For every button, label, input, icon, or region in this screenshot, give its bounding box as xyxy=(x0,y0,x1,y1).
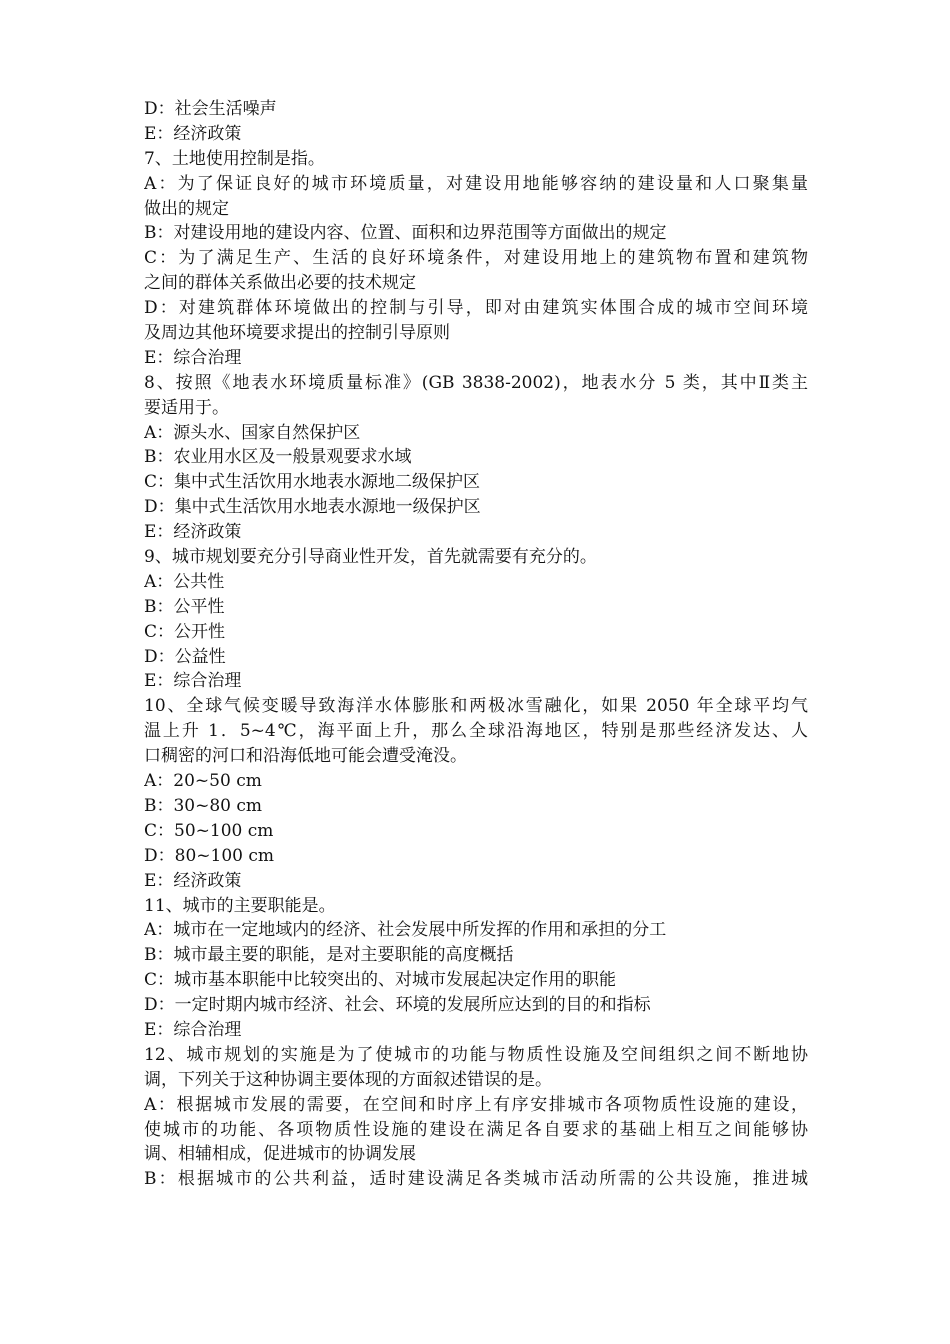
question-8-line1: 8、按照《地表水环境质量标准》(GB 3838-2002)，地表水分 5 类，其中Ⅱ类主 xyxy=(144,372,808,393)
option-b-q7: B：对建设用地的建设内容、位置、面积和边界范围等方面做出的规定 xyxy=(144,223,667,244)
option-e-q8: E：经济政策 xyxy=(144,522,242,543)
question-10-line3: 口稠密的河口和沿海低地可能会遭受淹没。 xyxy=(144,746,467,767)
question-9: 9、城市规划要充分引导商业性开发，首先就需要有充分的。 xyxy=(144,547,597,568)
option-d-q8: D：集中式生活饮用水地表水源地一级保护区 xyxy=(144,497,481,518)
option-a-q8: A：源头水、国家自然保护区 xyxy=(144,422,361,443)
option-d-q7-line2: 及周边其他环境要求提出的控制引导原则 xyxy=(144,323,450,344)
option-a-q9: A：公共性 xyxy=(144,571,225,592)
question-7: 7、土地使用控制是指。 xyxy=(144,148,325,169)
question-12-line1: 12、城市规划的实施是为了使城市的功能与物质性设施及空间组织之间不断地协 xyxy=(144,1044,808,1065)
option-e-q9: E：综合治理 xyxy=(144,671,242,692)
option-b-q12-line1: B：根据城市的公共利益，适时建设满足各类城市活动所需的公共设施，推进城 xyxy=(144,1169,808,1190)
option-b-q9: B：公平性 xyxy=(144,596,225,617)
option-a-q7-line1: A：为了保证良好的城市环境质量，对建设用地能够容纳的建设量和人口聚集量 xyxy=(144,173,808,194)
option-e-q6: E：经济政策 xyxy=(144,123,242,144)
option-a-q7-line2: 做出的规定 xyxy=(144,198,229,219)
option-e-q7: E：综合治理 xyxy=(144,347,242,368)
option-d-q9: D：公益性 xyxy=(144,646,226,667)
option-b-q10: B：30~80 cm xyxy=(144,795,263,816)
option-a-q12-line3: 调、相辅相成，促进城市的协调发展 xyxy=(144,1144,416,1165)
option-c-q9: C：公开性 xyxy=(144,621,226,642)
option-b-q8: B：农业用水区及一般景观要求水域 xyxy=(144,447,412,468)
option-d-q7-line1: D：对建筑群体环境做出的控制与引导，即对由建筑实体围合成的城市空间环境 xyxy=(144,298,808,319)
option-d-q10: D：80~100 cm xyxy=(144,845,274,866)
option-d-q6: D：社会生活噪声 xyxy=(144,99,277,119)
option-a-q10: A：20~50 cm xyxy=(144,771,262,792)
option-d-q11: D：一定时期内城市经济、社会、环境的发展所应达到的目的和指标 xyxy=(144,995,651,1016)
option-c-q11: C：城市基本职能中比较突出的、对城市发展起决定作用的职能 xyxy=(144,970,617,991)
option-c-q8: C：集中式生活饮用水地表水源地二级保护区 xyxy=(144,472,481,493)
question-10-line1: 10、全球气候变暖导致海洋水体膨胀和两极冰雪融化，如果 2050 年全球平均气 xyxy=(144,696,808,717)
option-c-q7-line2: 之间的群体关系做出必要的技术规定 xyxy=(144,273,416,294)
option-e-q11: E：综合治理 xyxy=(144,1019,242,1040)
option-b-q11: B：城市最主要的职能，是对主要职能的高度概括 xyxy=(144,945,514,966)
option-a-q12-line1: A：根据城市发展的需要，在空间和时序上有序安排城市各项物质性设施的建设， xyxy=(144,1094,808,1115)
question-10-line2: 温上升 1．5~4℃，海平面上升，那么全球沿海地区，特别是那些经济发达、人 xyxy=(144,721,808,742)
document-page xyxy=(144,97,808,1192)
option-c-q10: C：50~100 cm xyxy=(144,820,274,841)
question-8-line2: 要适用于。 xyxy=(144,397,229,418)
option-c-q7-line1: C：为了满足生产、生活的良好环境条件，对建设用地上的建筑物布置和建筑物 xyxy=(144,248,808,269)
question-12-line2: 调，下列关于这种协调主要体现的方面叙述错误的是。 xyxy=(144,1069,552,1090)
option-e-q10: E：经济政策 xyxy=(144,870,242,891)
question-11: 11、城市的主要职能是。 xyxy=(144,895,336,916)
option-a-q11: A：城市在一定地域内的经济、社会发展中所发挥的作用和承担的分工 xyxy=(144,920,667,941)
option-a-q12-line2: 使城市的功能、各项物质性设施的建设在满足各自要求的基础上相互之间能够协 xyxy=(144,1119,808,1140)
